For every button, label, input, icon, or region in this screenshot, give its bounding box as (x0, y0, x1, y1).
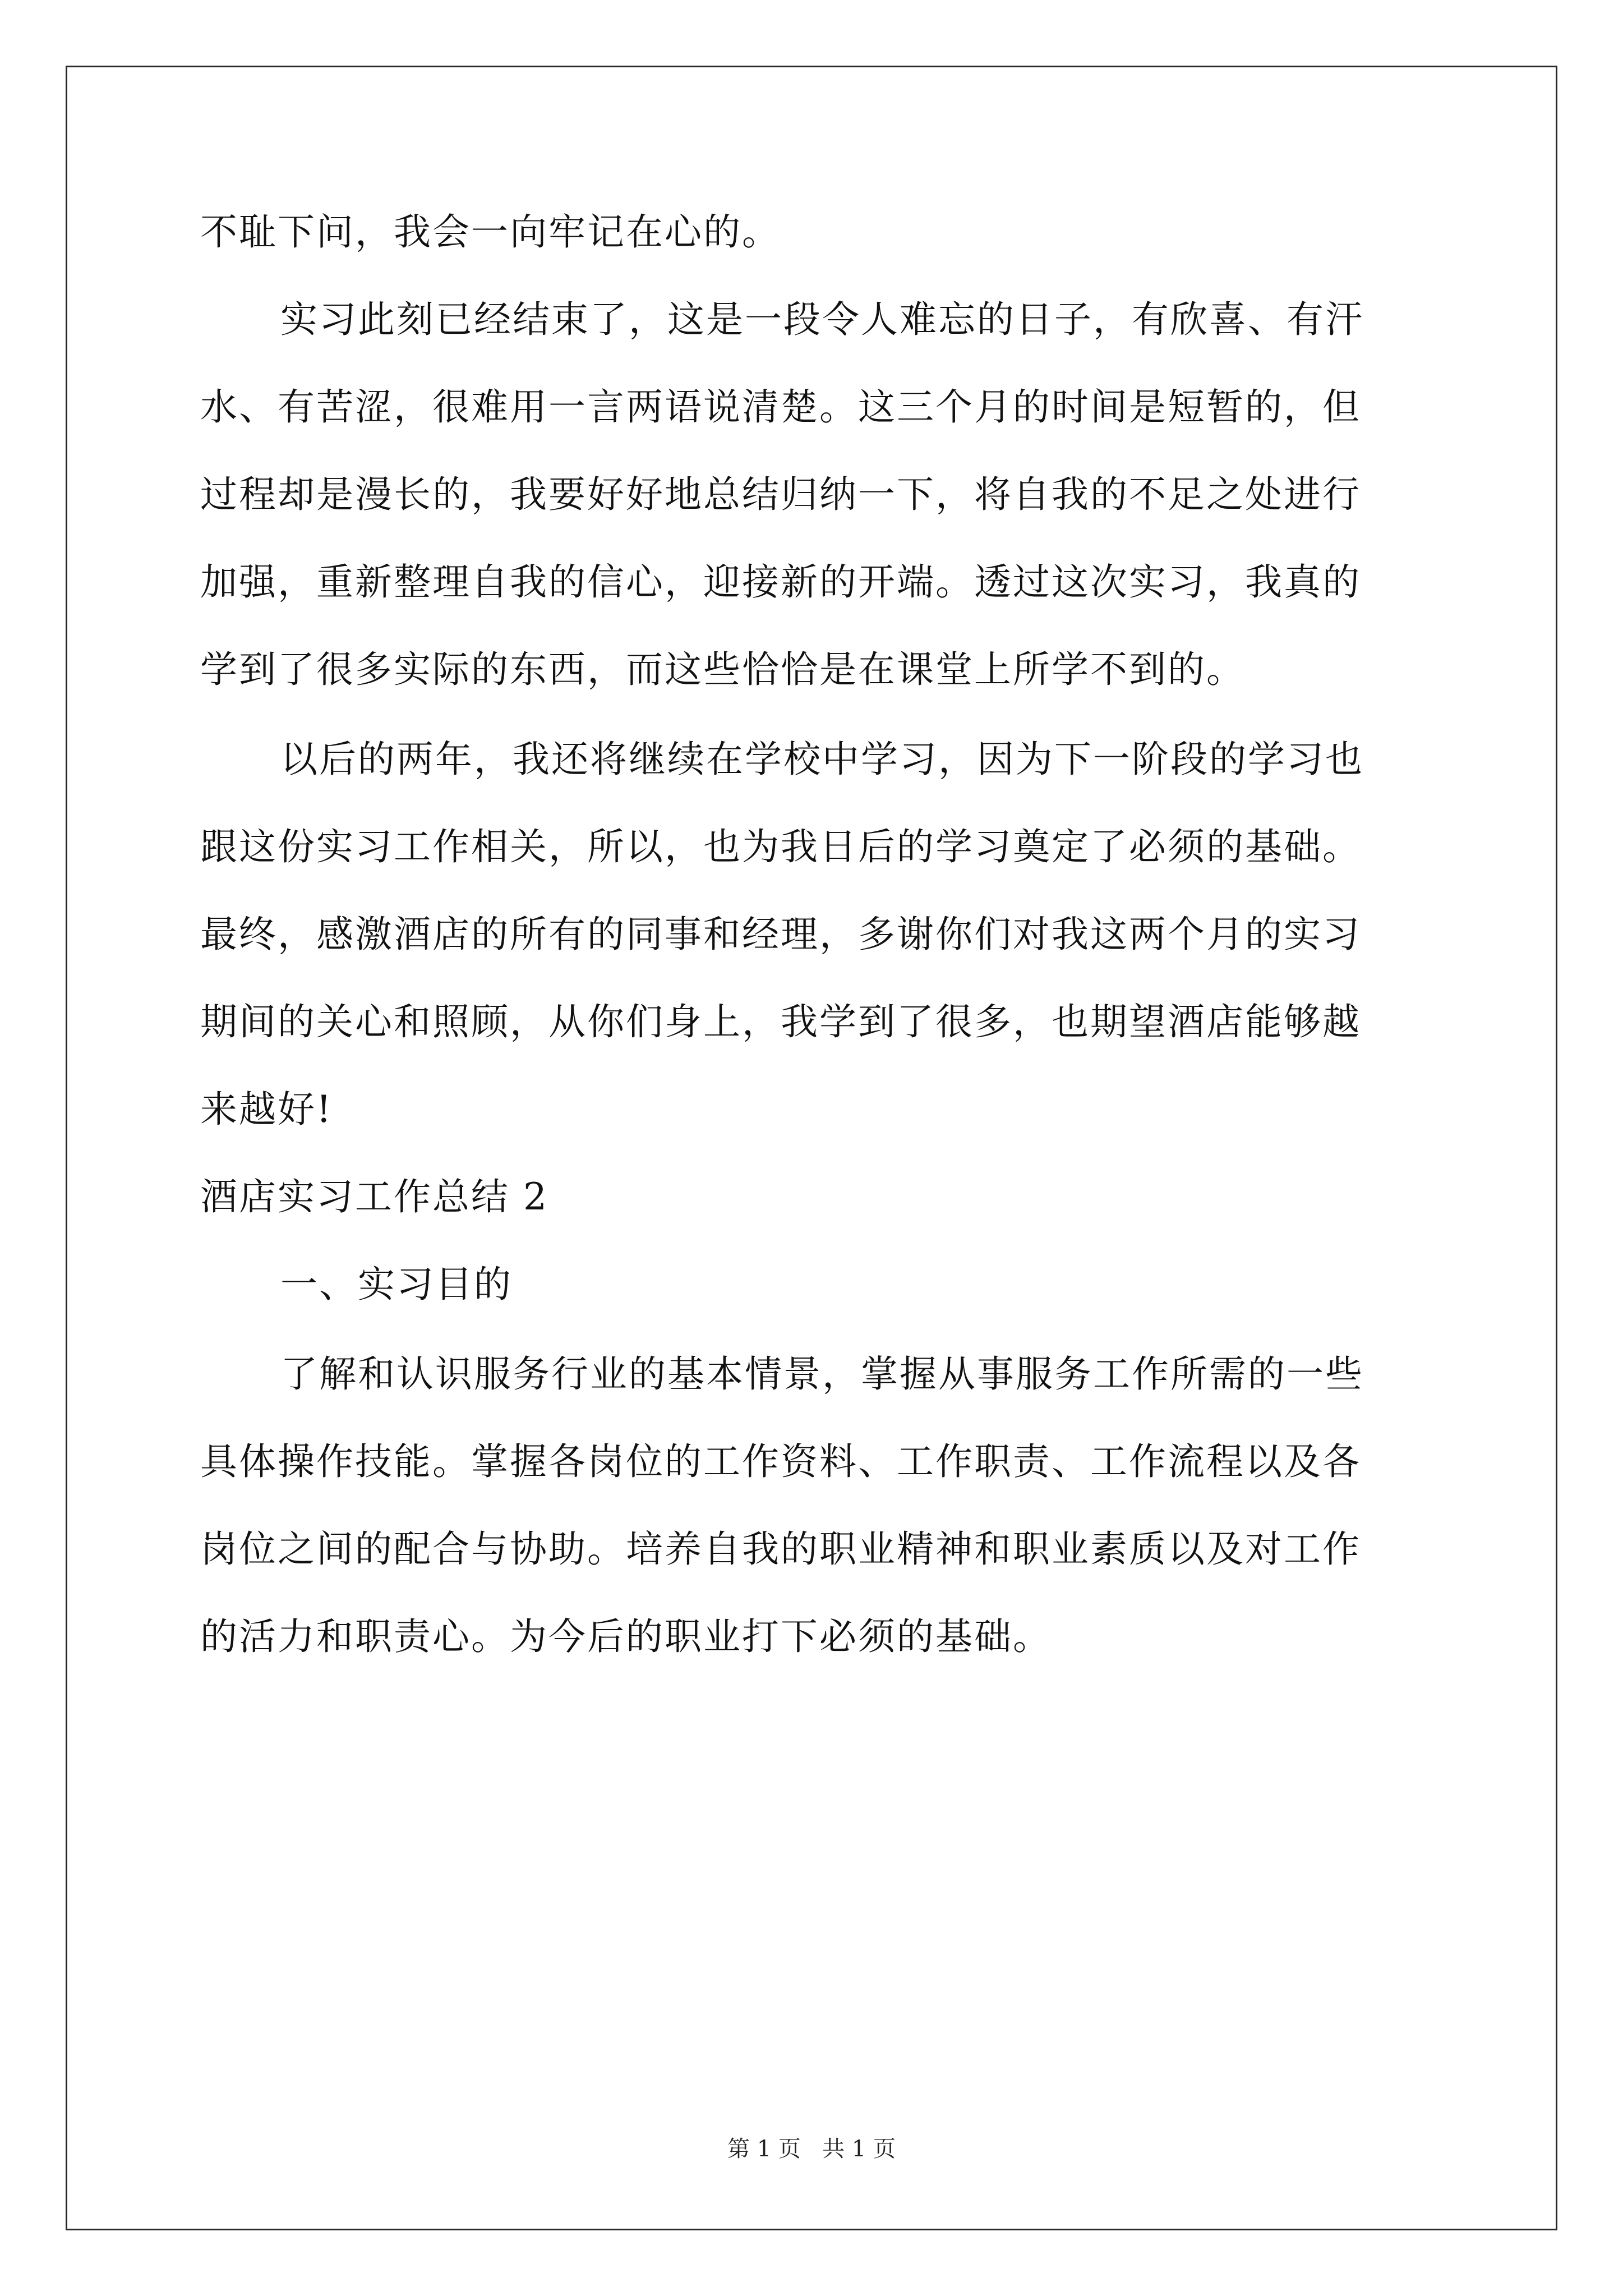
text-line: 以后的两年，我还将继续在学校中学习，因为下一阶段的学习也 (280, 738, 1364, 781)
text-line: 水、有苦涩，很难用一言两语说清楚。这三个月的时间是短暂的，但 (200, 385, 1361, 429)
text-line: 具体操作技能。掌握各岗位的工作资料、工作职责、工作流程以及各 (200, 1440, 1361, 1483)
subsection-heading: 一、实习目的 (280, 1263, 513, 1306)
text-line: 最终，感激酒店的所有的同事和经理，多谢你们对我这两个月的实习 (200, 913, 1361, 956)
text-line: 跟这份实习工作相关，所以，也为我日后的学习奠定了必须的基础。 (200, 825, 1361, 868)
section-heading: 酒店实习工作总结 2 (200, 1175, 548, 1218)
text-line: 了解和认识服务行业的基本情景，掌握从事服务工作所需的一些 (280, 1352, 1364, 1396)
text-line: 来越好! (200, 1088, 333, 1131)
text-line: 学到了很多实际的东西，而这些恰恰是在课堂上所学不到的。 (200, 648, 1245, 691)
text-line: 期间的关心和照顾，从你们身上，我学到了很多，也期望酒店能够越 (200, 1000, 1361, 1043)
text-line: 的活力和职责心。为今后的职业打下必须的基础。 (200, 1615, 1052, 1658)
text-line: 不耻下问，我会一向牢记在心的。 (200, 210, 781, 254)
text-line: 岗位之间的配合与协助。培养自我的职业精神和职业素质以及对工作 (200, 1527, 1361, 1571)
text-line: 加强，重新整理自我的信心，迎接新的开端。透过这次实习，我真的 (200, 560, 1361, 604)
text-line: 实习此刻已经结束了，这是一段令人难忘的日子，有欣喜、有汗 (280, 298, 1364, 341)
text-line: 过程却是漫长的，我要好好地总结归纳一下，将自我的不足之处进行 (200, 473, 1361, 516)
page-footer: 第 1 页 共 1 页 (727, 2136, 896, 2162)
